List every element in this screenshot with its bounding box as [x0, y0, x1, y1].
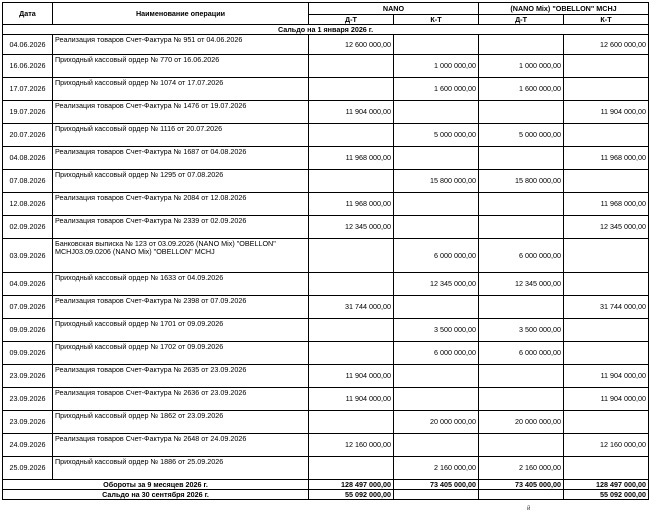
date-cell: 03.09.2026 — [3, 239, 53, 273]
table-row — [3, 434, 649, 457]
operation-cell: Приходный кассовый ордер № 1862 от 23.09.2026 — [53, 411, 309, 434]
closing-debit-2 — [479, 490, 564, 500]
turnover-credit-2: 128 497 000,00 — [564, 480, 649, 490]
table-row — [3, 35, 649, 55]
credit-2-cell: 11 968 000,00 — [564, 193, 649, 216]
reconciliation-table — [2, 2, 649, 500]
debit-1-cell: 12 600 000,00 — [309, 35, 394, 55]
debit-2-cell — [479, 365, 564, 388]
date-cell: 09.09.2026 — [3, 319, 53, 342]
debit-1-cell — [309, 457, 394, 480]
date-cell: 04.09.2026 — [3, 273, 53, 296]
debit-2-cell — [479, 434, 564, 457]
table-row — [3, 101, 649, 124]
debit-1-cell — [309, 124, 394, 147]
table-row — [3, 411, 649, 434]
table-row — [3, 170, 649, 193]
credit-2-cell — [564, 55, 649, 78]
debit-2-cell: 15 800 000,00 — [479, 170, 564, 193]
credit-2-cell — [564, 273, 649, 296]
table-row — [3, 216, 649, 239]
debit-1-cell — [309, 55, 394, 78]
table-row — [3, 147, 649, 170]
debit-2-cell — [479, 216, 564, 239]
party2-debit-header: Д-Т — [479, 15, 564, 25]
credit-2-cell — [564, 342, 649, 365]
credit-1-cell — [394, 388, 479, 411]
operation-cell: Приходный кассовый ордер № 770 от 16.06.2026 — [53, 55, 309, 78]
date-cell: 23.09.2026 — [3, 365, 53, 388]
credit-1-cell — [394, 101, 479, 124]
operation-cell: Реализация товаров Счет-Фактура № 2084 от 12.08.2026 — [53, 193, 309, 216]
credit-1-cell — [394, 434, 479, 457]
credit-1-cell: 3 500 000,00 — [394, 319, 479, 342]
debit-1-cell — [309, 273, 394, 296]
turnover-row — [3, 480, 649, 490]
credit-1-cell: 1 000 000,00 — [394, 55, 479, 78]
operation-cell: Реализация товаров Счет-Фактура № 2648 от 24.09.2026 — [53, 434, 309, 457]
closing-credit-1 — [394, 490, 479, 500]
table-row — [3, 296, 649, 319]
credit-2-cell — [564, 319, 649, 342]
turnover-debit-1: 128 497 000,00 — [309, 480, 394, 490]
credit-2-cell: 11 968 000,00 — [564, 147, 649, 170]
date-cell: 04.08.2026 — [3, 147, 53, 170]
date-cell: 25.09.2026 — [3, 457, 53, 480]
debit-2-cell — [479, 101, 564, 124]
date-cell: 04.06.2026 — [3, 35, 53, 55]
credit-2-cell — [564, 411, 649, 434]
credit-2-cell — [564, 457, 649, 480]
closing-debit-1: 55 092 000,00 — [309, 490, 394, 500]
debit-1-cell: 11 904 000,00 — [309, 101, 394, 124]
turnover-credit-1: 73 405 000,00 — [394, 480, 479, 490]
credit-2-cell — [564, 124, 649, 147]
operation-cell: Реализация товаров Счет-Фактура № 1687 от 04.08.2026 — [53, 147, 309, 170]
closing-balance-row — [3, 490, 649, 500]
date-header: Дата — [3, 3, 53, 25]
operation-cell: Приходный кассовый ордер № 1074 от 17.07.2026 — [53, 78, 309, 101]
debit-1-cell — [309, 342, 394, 365]
credit-2-cell — [564, 78, 649, 101]
table-row — [3, 319, 649, 342]
debit-2-cell: 3 500 000,00 — [479, 319, 564, 342]
operation-cell: Приходный кассовый ордер № 1295 от 07.08.2026 — [53, 170, 309, 193]
debit-2-cell: 6 000 000,00 — [479, 239, 564, 273]
table-row — [3, 239, 649, 273]
debit-2-cell — [479, 147, 564, 170]
operation-cell: Приходный кассовый ордер № 1633 от 04.09.2026 — [53, 273, 309, 296]
debit-1-cell: 11 968 000,00 — [309, 193, 394, 216]
credit-2-cell — [564, 239, 649, 273]
party2-credit-header: К-Т — [564, 15, 649, 25]
debit-2-cell — [479, 193, 564, 216]
operation-header: Наименование операции — [53, 3, 309, 25]
debit-1-cell: 12 345 000,00 — [309, 216, 394, 239]
table-row — [3, 193, 649, 216]
debit-1-cell: 11 904 000,00 — [309, 365, 394, 388]
debit-2-cell: 12 345 000,00 — [479, 273, 564, 296]
credit-2-cell: 31 744 000,00 — [564, 296, 649, 319]
credit-1-cell: 6 000 000,00 — [394, 342, 479, 365]
operation-cell: Реализация товаров Счет-Фактура № 2636 от 23.09.2026 — [53, 388, 309, 411]
operation-cell: Реализация товаров Счет-Фактура № 1476 от 19.07.2026 — [53, 101, 309, 124]
credit-1-cell: 2 160 000,00 — [394, 457, 479, 480]
closing-credit-2: 55 092 000,00 — [564, 490, 649, 500]
debit-1-cell — [309, 411, 394, 434]
credit-1-cell: 1 600 000,00 — [394, 78, 479, 101]
operation-cell: Приходный кассовый ордер № 1116 от 20.07.2026 — [53, 124, 309, 147]
credit-1-cell: 20 000 000,00 — [394, 411, 479, 434]
footer-mark: й — [527, 506, 531, 512]
table-row — [3, 78, 649, 101]
credit-1-cell: 6 000 000,00 — [394, 239, 479, 273]
credit-1-cell: 15 800 000,00 — [394, 170, 479, 193]
operation-cell: Банковская выписка № 123 от 03.09.2026 (NANO Mix) "OBELLON" MCHJ03.09.0206 (NANO Mix) "OBELLON" MCHJ — [53, 239, 309, 273]
date-cell: 12.08.2026 — [3, 193, 53, 216]
closing-label: Сальдо на 30 сентября 2026 г. — [3, 490, 309, 500]
debit-2-cell — [479, 296, 564, 319]
table-row — [3, 457, 649, 480]
credit-2-cell: 12 160 000,00 — [564, 434, 649, 457]
party2-header: (NANO Mix) "OBELLON" MCHJ — [479, 3, 649, 15]
table-row — [3, 55, 649, 78]
party1-credit-header: К-Т — [394, 15, 479, 25]
date-cell: 07.08.2026 — [3, 170, 53, 193]
operation-cell: Реализация товаров Счет-Фактура № 2398 от 07.09.2026 — [53, 296, 309, 319]
table-row — [3, 342, 649, 365]
debit-2-cell: 1 000 000,00 — [479, 55, 564, 78]
debit-2-cell — [479, 35, 564, 55]
date-cell: 23.09.2026 — [3, 388, 53, 411]
turnover-debit-2: 73 405 000,00 — [479, 480, 564, 490]
turnover-label: Обороты за 9 месяцев 2026 г. — [3, 480, 309, 490]
debit-2-cell: 6 000 000,00 — [479, 342, 564, 365]
operation-cell: Приходный кассовый ордер № 1886 от 25.09.2026 — [53, 457, 309, 480]
debit-1-cell: 31 744 000,00 — [309, 296, 394, 319]
operation-cell: Приходный кассовый ордер № 1702 от 09.09.2026 — [53, 342, 309, 365]
date-cell: 19.07.2026 — [3, 101, 53, 124]
credit-1-cell — [394, 35, 479, 55]
table-row — [3, 388, 649, 411]
credit-1-cell: 12 345 000,00 — [394, 273, 479, 296]
credit-2-cell — [564, 170, 649, 193]
credit-1-cell — [394, 147, 479, 170]
credit-1-cell — [394, 193, 479, 216]
credit-2-cell: 12 600 000,00 — [564, 35, 649, 55]
party1-debit-header: Д-Т — [309, 15, 394, 25]
reconciliation-act — [2, 2, 649, 500]
date-cell: 02.09.2026 — [3, 216, 53, 239]
credit-2-cell: 11 904 000,00 — [564, 388, 649, 411]
operation-cell: Реализация товаров Счет-Фактура № 2339 от 02.09.2026 — [53, 216, 309, 239]
opening-balance-row — [3, 25, 649, 35]
credit-1-cell — [394, 365, 479, 388]
date-cell: 20.07.2026 — [3, 124, 53, 147]
debit-1-cell: 12 160 000,00 — [309, 434, 394, 457]
table-row — [3, 273, 649, 296]
table-row — [3, 365, 649, 388]
credit-2-cell: 11 904 000,00 — [564, 101, 649, 124]
credit-2-cell: 12 345 000,00 — [564, 216, 649, 239]
debit-1-cell: 11 904 000,00 — [309, 388, 394, 411]
credit-1-cell — [394, 296, 479, 319]
date-cell: 07.09.2026 — [3, 296, 53, 319]
table-row — [3, 124, 649, 147]
credit-1-cell — [394, 216, 479, 239]
credit-2-cell: 11 904 000,00 — [564, 365, 649, 388]
opening-balance-label: Сальдо на 1 января 2026 г. — [3, 25, 649, 35]
operation-cell: Приходный кассовый ордер № 1701 от 09.09.2026 — [53, 319, 309, 342]
debit-1-cell — [309, 78, 394, 101]
debit-1-cell: 11 968 000,00 — [309, 147, 394, 170]
operation-cell: Реализация товаров Счет-Фактура № 951 от 04.06.2026 — [53, 35, 309, 55]
debit-1-cell — [309, 170, 394, 193]
debit-2-cell: 5 000 000,00 — [479, 124, 564, 147]
party1-header: NANO — [309, 3, 479, 15]
date-cell: 17.07.2026 — [3, 78, 53, 101]
date-cell: 23.09.2026 — [3, 411, 53, 434]
table-body — [3, 25, 649, 480]
debit-2-cell: 20 000 000,00 — [479, 411, 564, 434]
debit-2-cell: 2 160 000,00 — [479, 457, 564, 480]
debit-1-cell — [309, 239, 394, 273]
header-row-top — [3, 3, 649, 15]
credit-1-cell: 5 000 000,00 — [394, 124, 479, 147]
operation-cell: Реализация товаров Счет-Фактура № 2635 от 23.09.2026 — [53, 365, 309, 388]
debit-2-cell: 1 600 000,00 — [479, 78, 564, 101]
debit-2-cell — [479, 388, 564, 411]
debit-1-cell — [309, 319, 394, 342]
date-cell: 24.09.2026 — [3, 434, 53, 457]
date-cell: 09.09.2026 — [3, 342, 53, 365]
date-cell: 16.06.2026 — [3, 55, 53, 78]
